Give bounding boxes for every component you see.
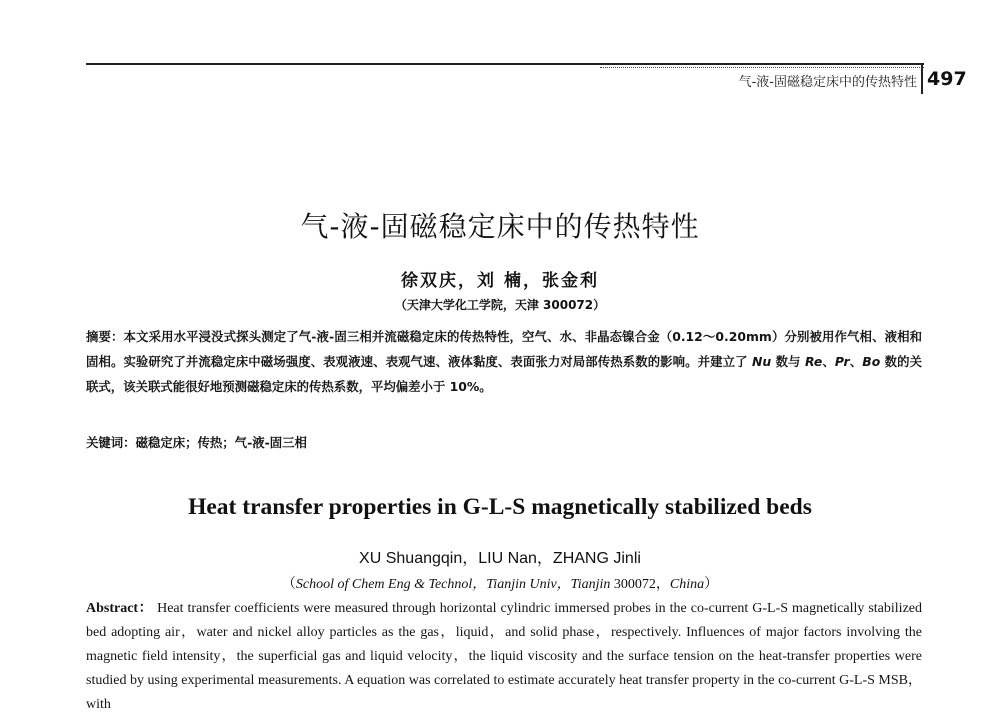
chinese-keywords-label: 关键词： <box>86 435 136 450</box>
english-abstract-label: Abstract： <box>86 601 154 616</box>
affiliation-school: School of Chem Eng & Technol，Tianjin Univ，Tianjin <box>295 577 611 592</box>
english-title: Heat transfer properties in G-L-S magnetically stabilized beds <box>188 494 812 520</box>
chinese-abstract-text: 数与 <box>771 354 805 369</box>
english-authors: XU Shuangqin，LIU Nan，ZHANG Jinli <box>359 550 641 567</box>
symbol-nu: Nu <box>751 354 772 369</box>
chinese-keywords <box>86 433 922 451</box>
header-divider <box>921 64 923 94</box>
separator: 、 <box>849 354 863 369</box>
english-abstract-text: Heat transfer coefficients were measured through horizontal cylindric immersed probes in the co-current G-L-S magnetically stabilized bed adopting air，water and nickel alloy particles as the gas，liquid，and solid phase，respectively. Influences of major factors involving the magnetic field intensity，the superficial gas and liquid velocity，the liquid viscosity and the surface tension on the heat-transfer properties were studied by using experimental measurements. A equation was correlated to estimate accurately heat transfer property in the co-current G-L-S MSB，with <box>86 601 922 712</box>
separator: 、 <box>822 354 835 369</box>
symbol-bo: Bo <box>862 354 881 369</box>
chinese-abstract-label: 摘要： <box>86 329 124 344</box>
chinese-title: 气-液-固磁稳定床中的传热特性 <box>300 210 700 243</box>
chinese-affiliation: （天津大学化工学院，天津 300072） <box>394 298 606 312</box>
header-rule <box>86 63 924 65</box>
chinese-abstract-text: 数的关联式，该关联式能很好地预测磁稳定床的传热系数，平均偏差小于 10%。 <box>86 354 922 394</box>
header-rule-dotted <box>600 67 924 68</box>
affiliation-country: China <box>669 577 705 592</box>
english-affiliation <box>0 573 1000 593</box>
chinese-abstract-text: 本文采用水平浸没式探头测定了气-液-固三相并流磁稳定床的传热特性，空气、水、非晶态镍合金（0.12～0.20mm）分别被用作气相、液相和固相。实验研究了并流稳定床中磁场强度、表观液速、表观气速、液体黏度、表面张力对局部传热系数的影响。并建立了 <box>86 329 923 369</box>
affiliation-postcode: 300072， <box>610 577 670 592</box>
page-number: 497 <box>927 68 967 90</box>
paren-open: （ <box>281 577 296 592</box>
chinese-authors: 徐双庆，刘 楠，张金利 <box>401 271 599 291</box>
chinese-abstract <box>86 324 922 399</box>
symbol-pr: Pr <box>834 354 850 369</box>
paren-close: ） <box>704 577 719 592</box>
chinese-keywords-text: 磁稳定床；传热；气-液-固三相 <box>135 435 307 450</box>
symbol-re: Re <box>804 354 823 369</box>
running-title: 气-液-固磁稳定床中的传热特性 <box>738 75 917 90</box>
english-abstract <box>86 597 922 713</box>
